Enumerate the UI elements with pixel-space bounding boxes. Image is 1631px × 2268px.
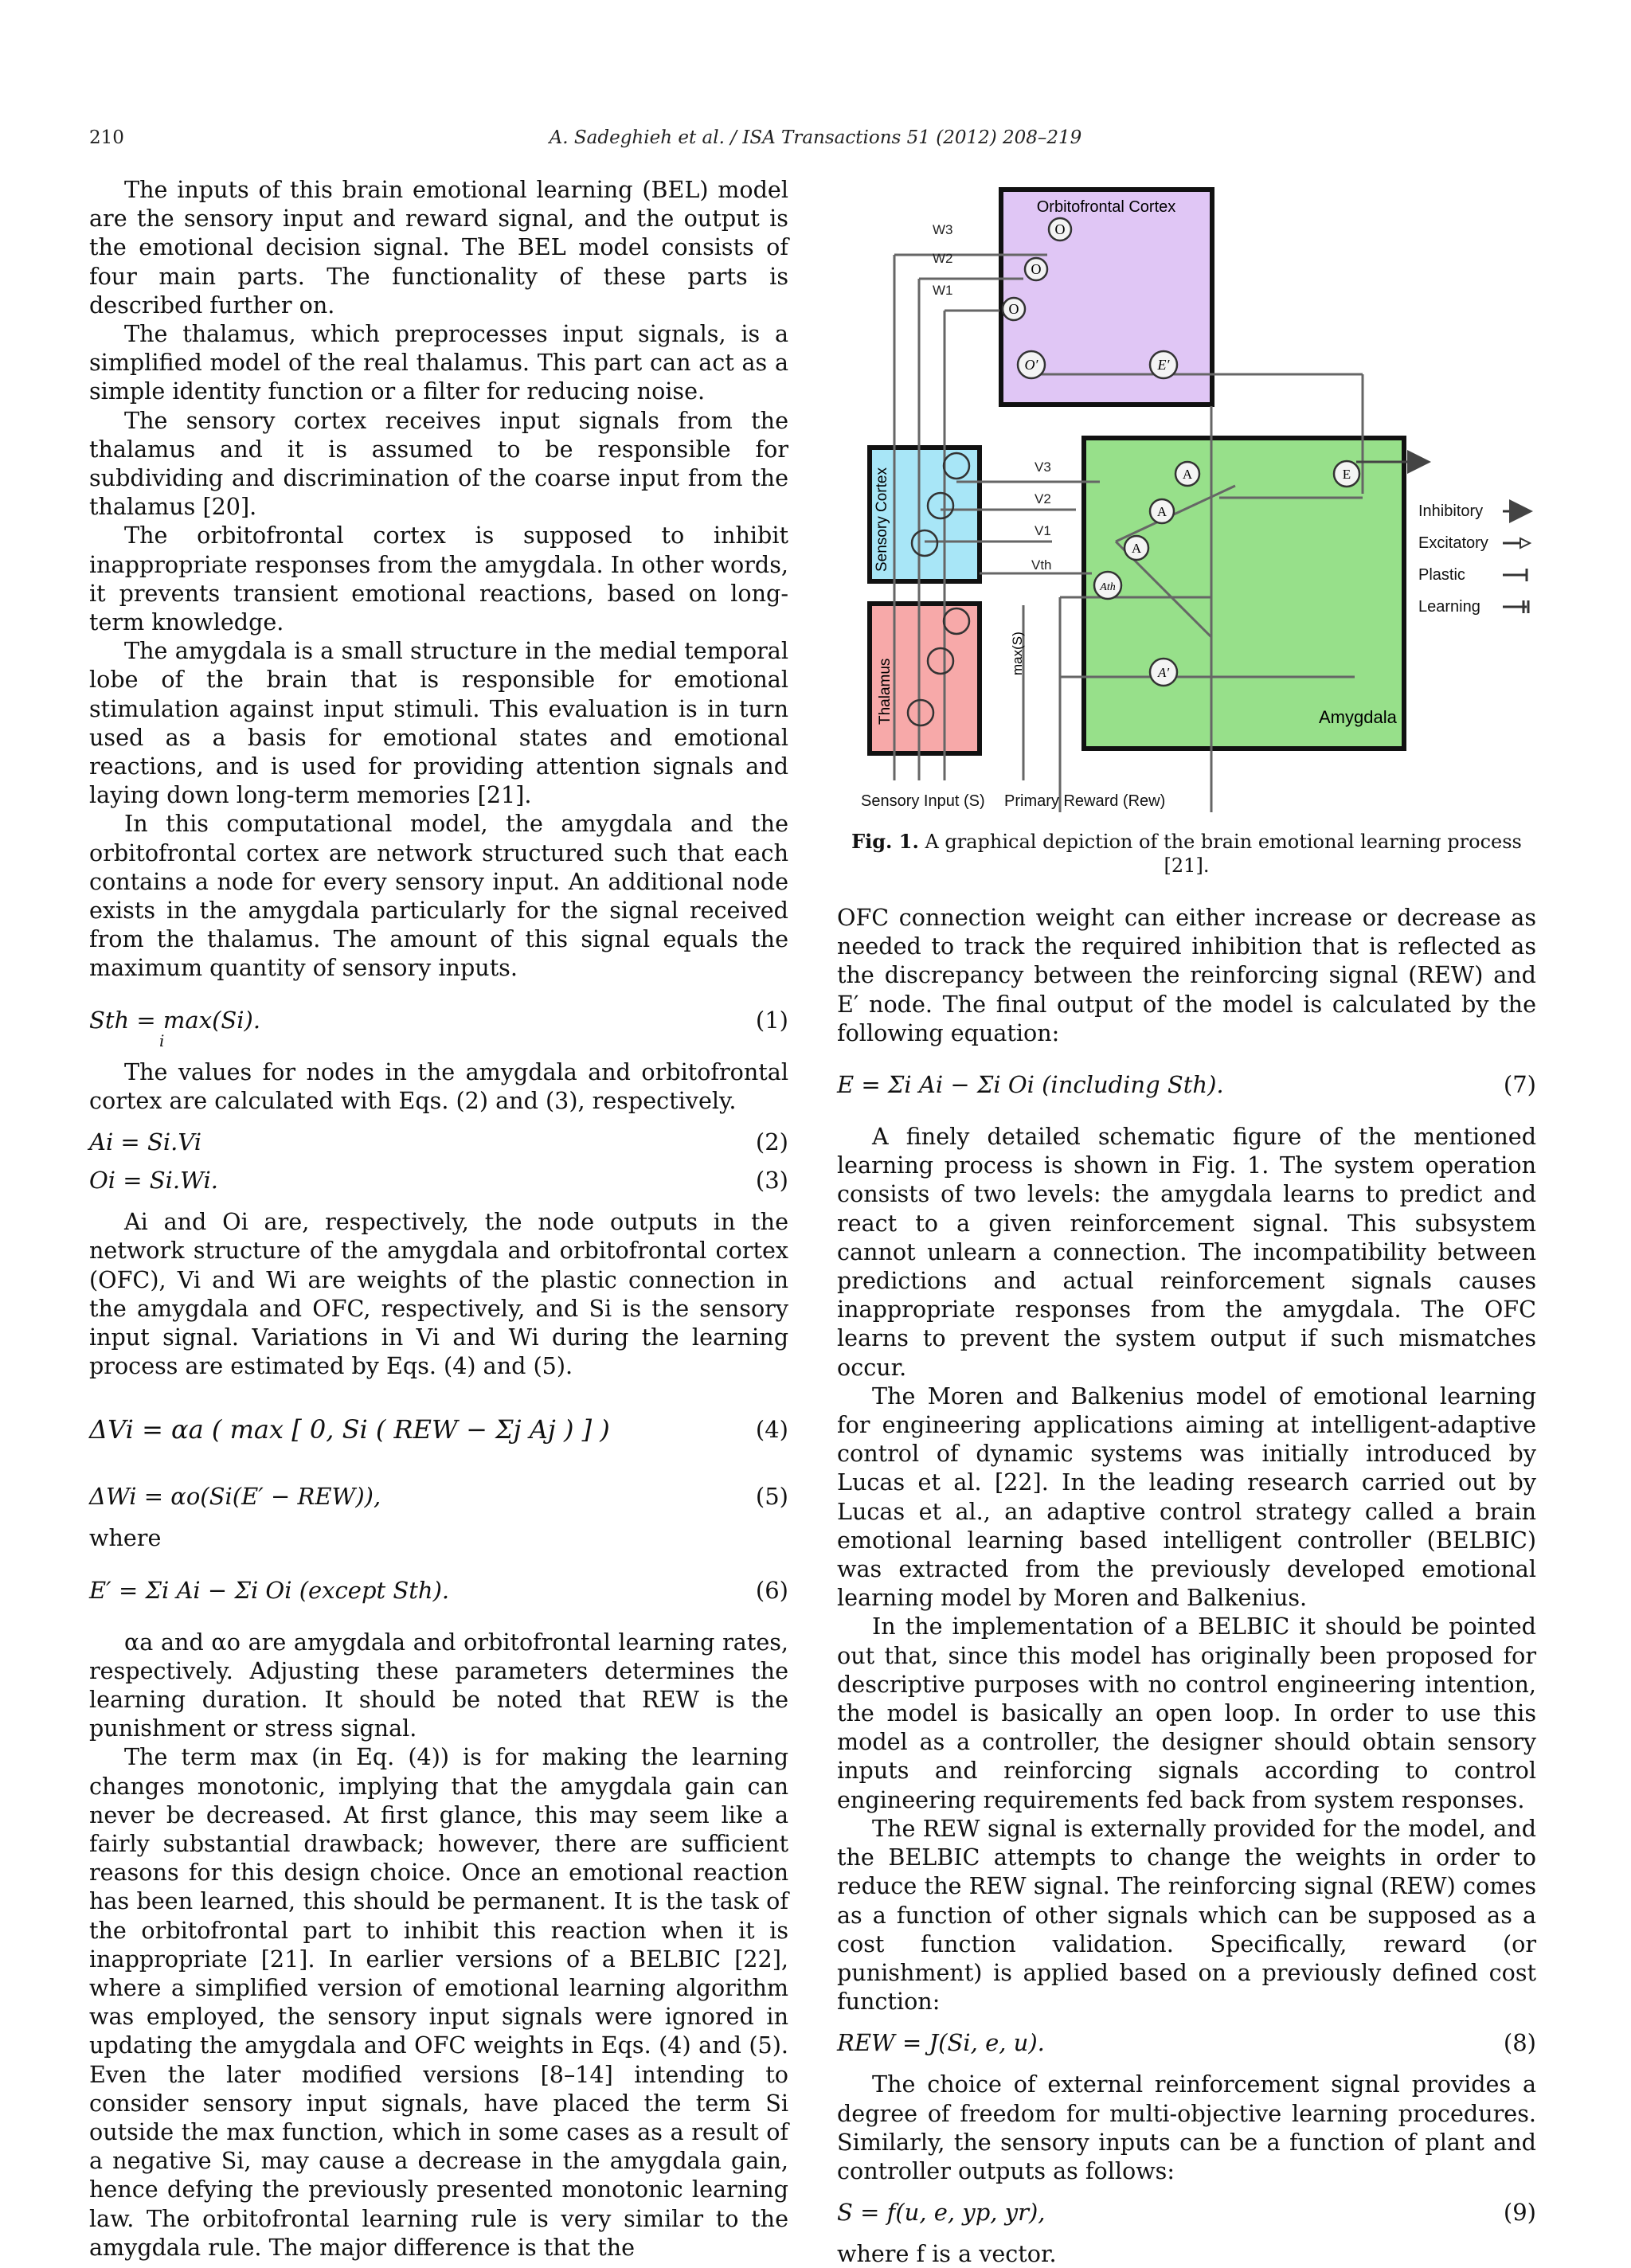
max-s-label: max(S) xyxy=(1010,632,1025,675)
equation-body: S = f(u, e, yp, yr), xyxy=(837,2199,1046,2227)
v1-label: V1 xyxy=(1035,523,1051,538)
equation-7 xyxy=(837,1057,1536,1112)
node-o3-label: O xyxy=(1054,221,1066,237)
equation-3 xyxy=(89,1163,788,1198)
equation-body: E′ = Σi Ai − Σi Oi (except Sth). xyxy=(89,1576,450,1604)
node-e-label: E xyxy=(1342,467,1351,482)
paragraph-where: where xyxy=(89,1524,162,1552)
equation-5 xyxy=(89,1479,788,1514)
equation-number: (8) xyxy=(1503,2029,1536,2057)
equation-body: REW = J(Si, e, u). xyxy=(837,2029,1045,2057)
node-a2-label: A xyxy=(1156,504,1168,519)
paragraph: In the implementation of a BELBIC it should be pointed out that, since this model has originally been proposed for descriptive purposes with no control engineering intention, the model is basically an open loop. In order to use this model as a controller, the designer should obtain sensory inputs and reinforcing signals according to control engineering requirements fed back from system responses. xyxy=(837,1613,1536,1813)
paragraph: The orbitofrontal cortex is supposed to inhibit inappropriate responses from the amygdala. In other words, it prevents transient emotional reactions, based on long-term knowledge. xyxy=(89,522,788,636)
sensory-cortex-label: Sensory Cortex xyxy=(874,467,890,572)
paragraph: OFC connection weight can either increase or decrease as needed to track the required inhibition that is reflected as the discrepancy between the reinforcing signal (REW) and E′ node. The final output of the model is calculated by the following equation: xyxy=(837,904,1536,1046)
equation-2 xyxy=(89,1124,788,1159)
figure-caption xyxy=(837,830,1536,878)
paragraph: Ai and Oi are, respectively, the node outputs in the network structure of the amygdala and orbitofrontal cortex (OFC), Vi and Wi are weights of the plastic connection in the amygdala and OFC, respectively, and Si is the sensory input signal. Variations in Vi and Wi during the learning process are estimated by Eqs. (4) and (5). xyxy=(89,1208,788,1380)
node-a-prime-label: A′ xyxy=(1157,665,1170,680)
equation-number: (5) xyxy=(755,1483,788,1511)
equation-number: (2) xyxy=(755,1128,788,1156)
node-o-prime-label: O′ xyxy=(1024,357,1038,373)
equation-number: (9) xyxy=(1503,2199,1536,2227)
node-o2-label: O xyxy=(1031,261,1042,277)
equation-number: (3) xyxy=(755,1167,788,1195)
caption-label: Fig. 1. xyxy=(851,830,919,853)
paragraph: where f is a vector. xyxy=(837,2240,1057,2268)
figure-1 xyxy=(837,175,1536,836)
paragraph: The choice of external reinforcement signal provides a degree of freedom for multi-objective learning procedures. Similarly, the sensory inputs can be a function of plant and controller outputs as follows: xyxy=(837,2071,1536,2184)
w3-label: W3 xyxy=(933,222,953,237)
caption-text: A graphical depiction of the brain emotional learning process [21]. xyxy=(925,831,1522,877)
equation-8 xyxy=(837,2025,1536,2060)
right-column xyxy=(837,175,1536,2268)
amygdala-box xyxy=(1084,438,1404,749)
paragraph: The term max (in Eq. (4)) is for making the learning changes monotonic, implying that the amygdala gain can never be decreased. At first glance, this may seem like a fairly substantial drawback; however, there are sufficient reasons for this design choice. Once an emotional reaction has been learned, this should be permanent. It is the task of the orbitofrontal part to inhibit this reaction when it is inappropriate [21]. In earlier versions of a BELBIC [22], where a simplified version of emotional learning algorithm was employed, the sensory input signals were ignored in updating the amygdala and OFC weights in Eqs. (4) and (5). Even the later modified versions [8–14] intending to consider sensory input signals, have placed the term Si outside the max function, which in some cases as a result of a negative Si, may cause a decrease in the amygdala gain, hence defying the previously presented monotonic learning law. The orbitofrontal learning rule is very similar to the amygdala rule. The major difference is that the xyxy=(89,1743,788,2261)
legend-excitatory: Excitatory xyxy=(1418,534,1488,552)
node-e-prime-label: E′ xyxy=(1157,357,1170,373)
paragraph: In this computational model, the amygdala and the orbitofrontal cortex are network structured such that each contains a node for every sensory input. An additional node exists in the amygdala particularly for the signal received from the thalamus. The amount of this signal equals the maximum quantity of sensory inputs. xyxy=(89,810,788,982)
equation-body: Oi = Si.Wi. xyxy=(89,1167,218,1195)
primary-reward-label: Primary Reward (Rew) xyxy=(1004,792,1166,810)
equation-9 xyxy=(837,2195,1536,2230)
equation-1 xyxy=(89,992,788,1048)
w1-label: W1 xyxy=(933,283,953,298)
node-a3-label: A xyxy=(1182,467,1193,482)
paragraph: The inputs of this brain emotional learning (BEL) model are the sensory input and reward signal, and the output is the emotional decision signal. The BEL model consists of four main parts. The functionality of these parts is described further on. xyxy=(89,176,788,319)
paragraph: The sensory cortex receives input signals from the thalamus and it is assumed to be responsible for subdividing and discrimination of the coarse input from the thalamus [20]. xyxy=(89,406,788,521)
legend-inhibitory: Inhibitory xyxy=(1418,502,1484,520)
equation-number: (4) xyxy=(755,1416,788,1444)
left-column xyxy=(89,175,788,2262)
paragraph: The REW signal is externally provided for the model, and the BELBIC attempts to change the weights in order to reduce the REW signal. The reinforcing signal (REW) comes as a function of other signals which can be supposed as a cost function validation. Specifically, reward (or punishment) is applied based on a previously defined cost function: xyxy=(837,1814,1536,2016)
equation-body: ΔWi = αo(Si(E′ − REW)), xyxy=(89,1483,381,1511)
w2-label: W2 xyxy=(933,251,953,266)
equation-body: Ai = Si.Vi xyxy=(89,1128,202,1156)
page-number: 210 xyxy=(89,127,124,148)
node-a1-label: A xyxy=(1131,541,1142,556)
legend-plastic: Plastic xyxy=(1418,566,1465,584)
vth-label: Vth xyxy=(1031,557,1052,573)
equation-4 xyxy=(89,1390,788,1469)
paragraph: αa and αo are amygdala and orbitofrontal learning rates, respectively. Adjusting these parameters determines the learning duration. It should be noted that REW is the punishment or stress signal. xyxy=(89,1628,788,1742)
thalamus-label: Thalamus xyxy=(877,658,894,725)
equation-number: (6) xyxy=(755,1576,788,1604)
equation-number: (1) xyxy=(755,1006,788,1034)
ofc-label: Orbitofrontal Cortex xyxy=(1036,198,1176,216)
page-header xyxy=(89,127,1542,159)
running-head: A. Sadeghieh et al. / ISA Transactions 51 (2012) 208–219 xyxy=(549,127,1082,148)
equation-6 xyxy=(89,1562,788,1618)
paragraph: The values for nodes in the amygdala and orbitofrontal cortex are calculated with Eqs. (2) and (3), respectively. xyxy=(89,1058,788,1114)
paragraph: The thalamus, which preprocesses input signals, is a simplified model of the real thalamus. This part can act as a simple identity function or a filter for reducing noise. xyxy=(89,320,788,405)
equation-number: (7) xyxy=(1503,1071,1536,1099)
v2-label: V2 xyxy=(1035,491,1051,506)
v3-label: V3 xyxy=(1035,459,1051,475)
paragraph: The Moren and Balkenius model of emotional learning for engineering applications aiming at intelligent-adaptive control of dynamic systems was initially introduced by Lucas et al. [22]. In the leading research carried out by Lucas et al., an adaptive control strategy called a brain emotional learning based intelligent controller (BELBIC) was extracted from the previously developed emotional learning model by Moren and Balkenius. xyxy=(837,1382,1536,1612)
equation-subscript: i xyxy=(159,1030,165,1050)
excitatory-head-icon xyxy=(1520,538,1530,548)
paragraph: A finely detailed schematic figure of the mentioned learning process is shown in Fig. 1. The system operation consists of two levels: the amygdala learns to predict and react to a given reinforcement signal. This subsystem cannot unlearn a connection. The incompatibility between predictions and actual reinforcement signals causes inappropriate responses from the amygdala. The OFC learns to prevent the system output if such mismatches occur. xyxy=(837,1123,1536,1381)
legend-learning: Learning xyxy=(1418,598,1480,616)
paragraph: The amygdala is a small structure in the medial temporal lobe of the brain that is responsible for emotional stimulation against input stimuli. This evaluation is in turn used as a basis for emotional states and emotional reactions, and is used for providing attention signals and laying down long-term memories [21]. xyxy=(89,637,788,809)
node-ath-label: Ath xyxy=(1100,581,1116,593)
bel-diagram xyxy=(837,175,1536,836)
node-o1-label: O xyxy=(1008,301,1019,317)
equation-body: ΔVi = αa ( max [ 0, Si ( REW − Σj Aj ) ] ) xyxy=(89,1414,610,1445)
sensory-input-label: Sensory Input (S) xyxy=(861,792,985,810)
equation-body: E = Σi Ai − Σi Oi (including Sth). xyxy=(837,1071,1224,1099)
equation-body: Sth = max(Si). xyxy=(89,1006,261,1034)
amygdala-label: Amygdala xyxy=(1319,707,1397,727)
